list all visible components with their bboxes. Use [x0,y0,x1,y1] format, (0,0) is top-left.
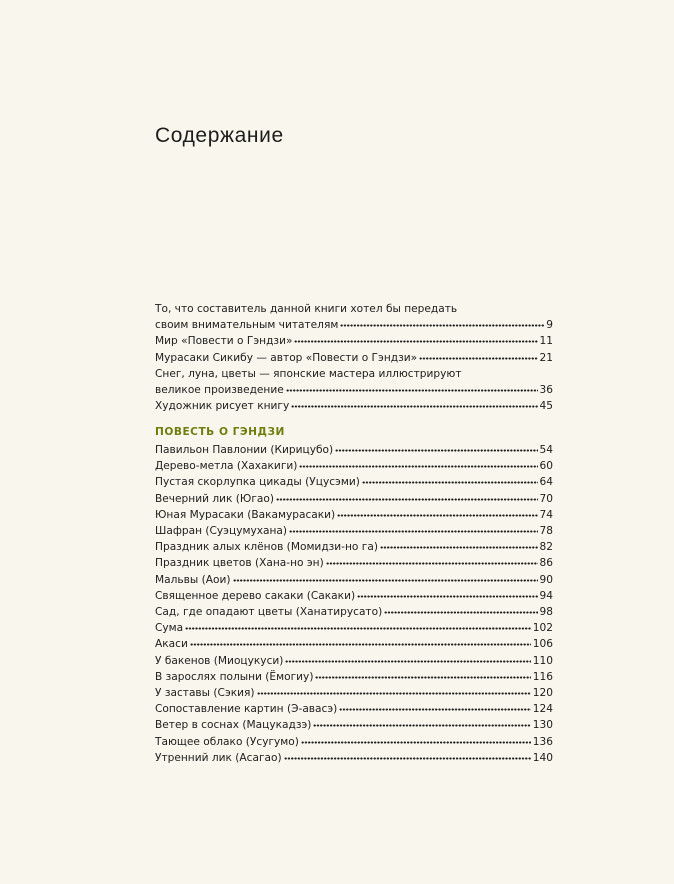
toc-entry-title: Художник рисует книгу [155,400,290,413]
toc-entry[interactable] [155,750,553,766]
toc-entry-title: Акаси [155,638,188,651]
toc-entry[interactable] [155,685,553,701]
toc-entry-title: Шафран (Суэцумухана) [155,525,288,538]
toc-entry-title: Мир «Повести о Гэндзи» [155,335,293,348]
toc-entry-title: Юная Мурасаки (Вакамурасаки) [155,508,336,521]
dot-leader [289,530,537,533]
toc-entry[interactable] [155,701,553,717]
toc-entry-title: Сопоставление картин (Э-авасэ) [155,703,338,716]
dot-leader [357,595,537,598]
dot-leader [291,405,537,408]
page-title: Содержание [155,124,284,147]
toc-entry[interactable] [155,588,553,604]
toc-page-number: 90 [539,573,553,586]
dot-leader [190,643,531,646]
toc-entry[interactable] [155,555,553,571]
dot-leader [380,546,538,549]
toc-entry-title: То, что составитель данной книги хотел бы передать [155,303,458,315]
toc-entry-title: великое произведение [155,384,284,397]
toc-page-number: 136 [532,735,553,748]
dot-leader [419,357,537,360]
dot-leader [286,389,538,392]
toc-entry[interactable] [155,539,553,555]
toc-entry-title: Праздник цветов (Хана-но эн) [155,557,324,570]
toc-entry[interactable] [155,366,553,398]
toc-entry-title: Священное дерево сакаки (Сакаки) [155,589,356,602]
dot-leader [285,660,530,663]
toc-entry[interactable] [155,398,553,414]
toc-entry[interactable] [155,474,553,490]
dot-leader [313,724,530,727]
toc-entry[interactable] [155,491,553,507]
toc-entry-title: Ветер в соснах (Мацукадзэ) [155,719,312,732]
toc-entry-title: Тающее облако (Усугумо) [155,735,299,748]
toc-entry[interactable] [155,333,553,349]
toc-page-number: 60 [539,460,553,473]
toc-entry-title: Утренний лик (Асагао) [155,751,282,764]
dot-leader [284,757,531,760]
toc-entry[interactable] [155,572,553,588]
toc-page-number: 64 [539,476,553,489]
toc-entry-title: Мурасаки Сикибу — автор «Повести о Гэндзи» [155,351,418,364]
toc-entry-title: Вечерний лик (Югао) [155,492,275,505]
dot-leader [340,324,544,327]
toc-page-number: 98 [539,606,553,619]
toc-entry[interactable] [155,507,553,523]
dot-leader [337,514,537,517]
toc-entry[interactable] [155,442,553,458]
toc-page-number: 120 [532,687,553,700]
toc-entry-title: Мальвы (Аои) [155,573,231,586]
toc-entry-title: Праздник алых клёнов (Момидзи-но га) [155,541,378,554]
toc-entry[interactable] [155,620,553,636]
dot-leader [315,676,530,679]
toc-page-number: 116 [532,670,553,683]
toc-entry-title: В зарослях полыни (Ёмогиу) [155,670,314,683]
dot-leader [326,562,538,565]
toc-entry[interactable] [155,653,553,669]
toc-page-number: 106 [532,638,553,651]
toc-entry[interactable] [155,604,553,620]
toc-entry-title: У заставы (Сэкия) [155,687,255,700]
dot-leader [257,692,531,695]
novel-entries [155,442,553,766]
dot-leader [185,627,531,630]
intro-toc-list [155,301,553,414]
toc-entry-title: Дерево-метла (Хахакиги) [155,460,298,473]
toc-entry[interactable] [155,458,553,474]
toc-entry-title: У бакенов (Миоцукуси) [155,654,284,667]
toc-page-number: 94 [539,589,553,602]
dot-leader [276,498,538,501]
toc-page-number: 102 [532,622,553,635]
toc-entry[interactable] [155,669,553,685]
section-heading: ПОВЕСТЬ О ГЭНДЗИ [155,426,285,438]
toc-entry[interactable] [155,734,553,750]
novel-toc-list [155,424,553,766]
toc-entry[interactable] [155,636,553,652]
toc-entry-title: Павильон Павлонии (Кирицубо) [155,444,334,456]
toc-page-number: 21 [539,351,553,364]
toc-entry-title: Сад, где опадают цветы (Ханатирусато) [155,606,383,619]
dot-leader [362,481,538,484]
toc-page-number: 140 [532,751,553,764]
toc-page-number: 9 [546,319,553,332]
toc-page-number: 110 [532,654,553,667]
dot-leader [233,579,538,582]
toc-entry[interactable] [155,523,553,539]
toc-page-number: 78 [539,525,553,538]
toc-entry-title: Сума [155,622,184,635]
toc-entry[interactable] [155,717,553,733]
toc-page-number: 130 [532,719,553,732]
dot-leader [301,741,531,744]
toc-page-number: 45 [539,400,553,413]
dot-leader [299,465,537,468]
toc-page-number: 124 [532,703,553,716]
toc-entry-title: Снег, луна, цветы — японские мастера иллюстрируют [155,367,462,380]
toc-entry-title: своим внимательным читателям [155,319,339,332]
toc-entry[interactable] [155,301,553,333]
toc-page-number: 74 [539,508,553,521]
toc-page-number: 82 [539,541,553,554]
toc-page-number: 86 [539,557,553,570]
toc-page-number: 11 [539,335,553,348]
toc-entry[interactable] [155,350,553,366]
toc-page-number: 70 [539,492,553,505]
dot-leader [384,611,537,614]
dot-leader [335,449,537,452]
dot-leader [294,340,537,343]
toc-page-number: 54 [539,444,553,456]
toc-entry-title: Пустая скорлупка цикады (Уцусэми) [155,476,360,489]
toc-page-number: 36 [539,384,553,397]
dot-leader [339,708,530,711]
